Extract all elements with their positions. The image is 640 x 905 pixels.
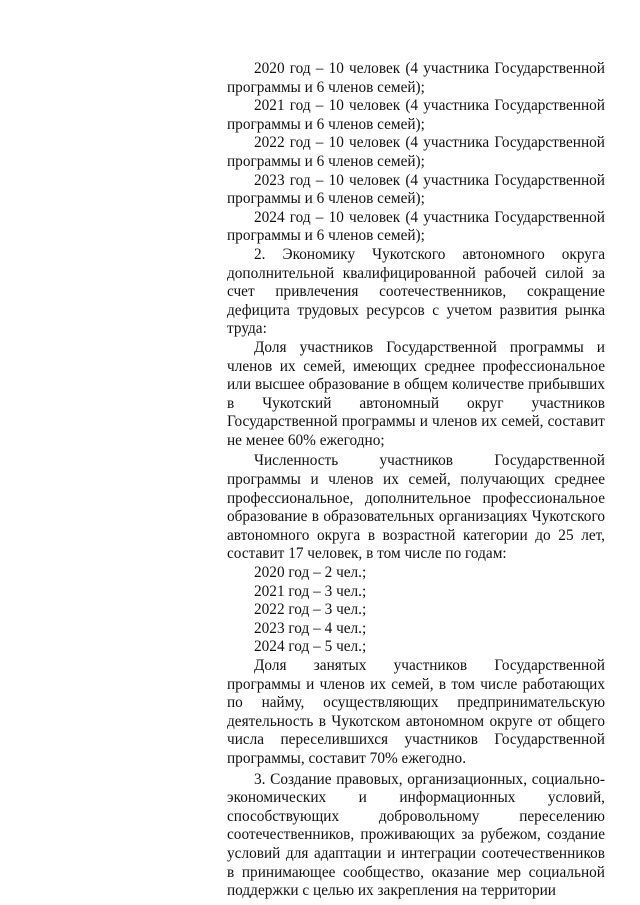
list-item-2021: 2021 год – 3 чел.; (254, 582, 367, 600)
paragraph-2021-total: 2021 год – 10 человек (4 участника Государственной программы и 6 членов семей); (227, 97, 605, 133)
paragraph-education-count: Численность участников Государственной программы и членов их семей, получающих среднее профессиональное, дополнительное профессиональное образование в образовательных организациях Чукотского автономного округа в возрастной категории до 25 лет, составит 17 человек, в том числе по годам: (227, 452, 605, 563)
paragraph-education-share: Доля участников Государственной программы и членов их семей, имеющих среднее профессиональное или высшее образование в общем количестве прибывших в Чукотский автономный округ участников Государственной программы и членов их семей, составит не менее 60% ежегодно; (227, 338, 605, 449)
list-item-2020: 2020 год – 2 чел.; (254, 564, 367, 582)
list-item-2022: 2022 год – 3 чел.; (254, 601, 367, 619)
paragraph-economy-goal: 2. Экономику Чукотского автономного округа дополнительной квалифицированной рабочей силой за счет привлечения соотечественников, сокращение дефицита трудовых ресурсов с учетом развития рынка труда: (227, 245, 605, 338)
paragraph-employment-share: Доля занятых участников Государственной программы и членов их семей, в том числе работающих по найму, осуществляющих предпринимательскую деятельность в Чукотском автономном округе от общего числа переселившихся участников Государственной программы, составит 70% ежегодно. (227, 657, 605, 767)
document-body (227, 60, 605, 901)
paragraph-2020-total: 2020 год – 10 человек (4 участника Государственной программы и 6 членов семей); (227, 60, 605, 96)
list-item-2023: 2023 год – 4 чел.; (254, 619, 367, 637)
paragraph-2024-total: 2024 год – 10 человек (4 участника Государственной программы и 6 членов семей); (227, 208, 605, 245)
list-item-2024: 2024 год – 5 чел.; (254, 638, 367, 656)
paragraph-2022-total: 2022 год – 10 человек (4 участника Государственной программы и 6 членов семей); (227, 134, 605, 170)
paragraph-conditions-goal: 3. Создание правовых, организационных, социально-экономических и информационных условий, способствующих добровольному переселению соотечественников, проживающих за рубежом, создание условий для адаптации и интеграции соотечественников в принимающее сообщество, оказание мер социальной поддержки с целью их закрепления на территории (227, 770, 605, 900)
paragraph-2023-total: 2023 год – 10 человек (4 участника Государственной программы и 6 членов семей); (227, 171, 605, 208)
